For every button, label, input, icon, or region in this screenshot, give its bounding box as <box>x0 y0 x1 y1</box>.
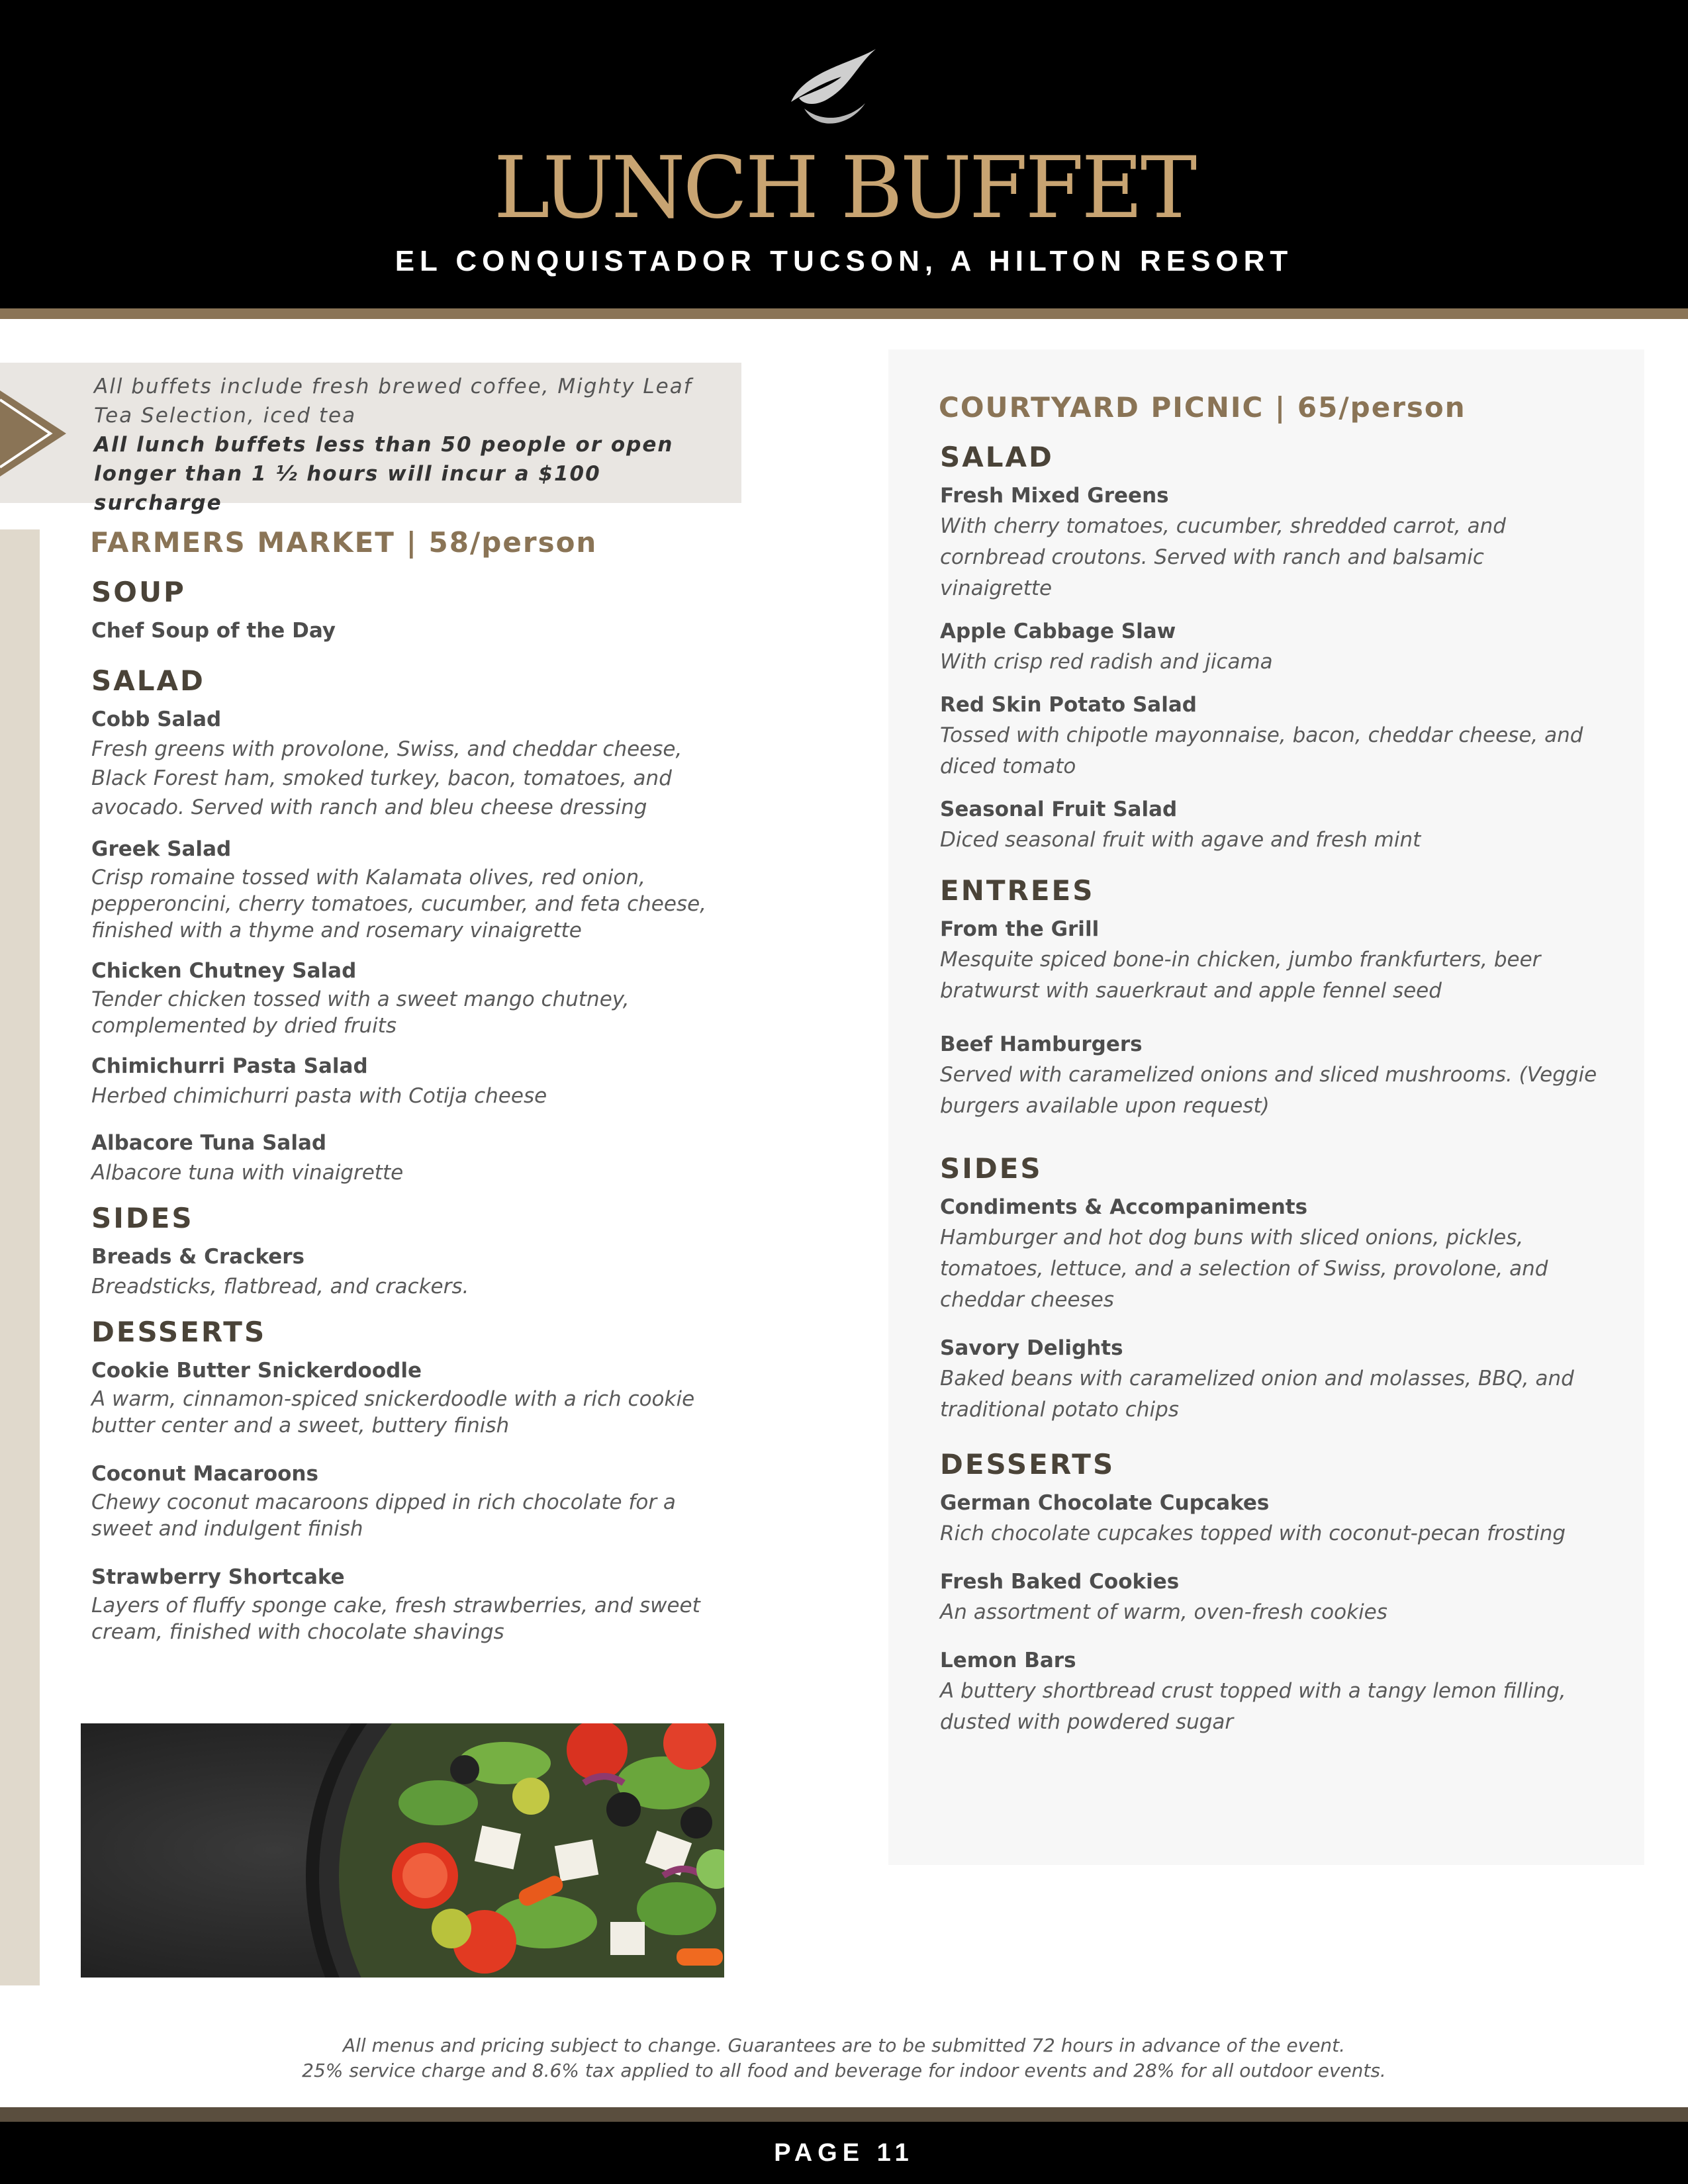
item-name: Greek Salad <box>91 837 232 861</box>
item-name: Red Skin Potato Salad <box>940 693 1197 717</box>
page-header <box>0 0 1688 308</box>
item-description: Mesquite spiced bone-in chicken, jumbo frankfurters, beer bratwurst with sauerkraut and apple fennel seed <box>940 948 1541 1003</box>
section-title-sides: SIDES <box>91 1202 194 1234</box>
item-name: Albacore Tuna Salad <box>91 1131 327 1155</box>
item-name: Breads & Crackers <box>91 1245 305 1269</box>
notice-line-included: All buffets include fresh brewed coffee, Mighty Leaf Tea Selection, iced tea <box>94 375 692 428</box>
item-name: Cobb Salad <box>91 707 222 731</box>
item-description: Breadsticks, flatbread, and crackers. <box>91 1275 469 1298</box>
item-name: Fresh Baked Cookies <box>940 1570 1180 1594</box>
menu-item <box>940 914 1601 1007</box>
farmers-market-menu <box>90 523 739 1657</box>
menu-item <box>91 615 739 646</box>
footer-divider <box>0 2107 1688 2122</box>
item-name: Apple Cabbage Slaw <box>940 619 1176 643</box>
page-number: PAGE 11 <box>774 2139 914 2167</box>
item-name: Chef Soup of the Day <box>91 619 336 643</box>
item-description: Fresh greens with provolone, Swiss, and cheddar cheese, Black Forest ham, smoked turkey, bacon, tomatoes, and avocado. Served with ranch and bleu cheese dressing <box>91 737 682 819</box>
menu-item <box>940 1029 1601 1122</box>
item-name: Strawberry Shortcake <box>91 1565 345 1589</box>
arrow-icon <box>0 390 66 477</box>
menu-item <box>91 1242 739 1301</box>
section-title-soup: SOUP <box>91 576 186 608</box>
item-description: Herbed chimichurri pasta with Cotija cheese <box>91 1084 547 1108</box>
item-name: Fresh Mixed Greens <box>940 484 1169 508</box>
header-divider <box>0 308 1688 319</box>
menu-item <box>91 956 739 1039</box>
item-description: Albacore tuna with vinaigrette <box>91 1161 404 1185</box>
item-name: German Chocolate Cupcakes <box>940 1491 1270 1515</box>
menu-item <box>940 1567 1601 1628</box>
item-description: Baked beans with caramelized onion and molasses, BBQ, and traditional potato chips <box>940 1367 1574 1422</box>
menu-item <box>91 834 739 944</box>
menu-item <box>940 690 1601 782</box>
menu-item <box>91 1355 739 1439</box>
item-description: Served with caramelized onions and sliced mushrooms. (Veggie burgers available upon request) <box>940 1063 1597 1118</box>
menu-item <box>91 1128 739 1187</box>
item-description: With cherry tomatoes, cucumber, shredded carrot, and cornbread croutons. Served with ranch and balsamic vinaigrette <box>940 514 1506 600</box>
menu-item <box>91 1051 739 1111</box>
item-description: Tender chicken tossed with a sweet mango chutney, complemented by dried fruits <box>91 987 630 1038</box>
buffet-notice <box>0 363 741 515</box>
footer-note-line: 25% service charge and 8.6% tax applied to all food and beverage for indoor events and 28% for all outdoor events. <box>302 2060 1386 2081</box>
item-name: Chimichurri Pasta Salad <box>91 1054 368 1078</box>
section-title-entrees: ENTREES <box>940 874 1095 907</box>
item-description: An assortment of warm, oven-fresh cookies <box>940 1600 1387 1624</box>
page-footer <box>0 2122 1688 2184</box>
menu-item <box>91 1562 739 1645</box>
item-description: Diced seasonal fruit with agave and fresh mint <box>940 828 1421 852</box>
section-title-salad: SALAD <box>91 664 205 697</box>
section-title-sides: SIDES <box>940 1152 1043 1185</box>
section-title-salad: SALAD <box>940 441 1054 473</box>
item-name: Savory Delights <box>940 1336 1123 1360</box>
menu-item <box>91 1459 739 1542</box>
item-name: Seasonal Fruit Salad <box>940 797 1178 821</box>
section-title-desserts: DESSERTS <box>91 1316 267 1348</box>
item-name: Lemon Bars <box>940 1649 1076 1672</box>
left-accent-bar <box>0 529 40 1985</box>
item-description: A warm, cinnamon-spiced snickerdoodle with a rich cookie butter center and a sweet, buttery finish <box>91 1387 695 1437</box>
menu-item <box>940 794 1601 856</box>
courtyard-picnic-heading: COURTYARD PICNIC | 65/person <box>939 391 1466 424</box>
menu-item <box>940 1645 1601 1738</box>
page-title: LUNCH BUFFET <box>493 139 1195 238</box>
salad-bowl-illustration <box>81 1723 724 1978</box>
menu-item <box>940 480 1601 604</box>
section-title-desserts: DESSERTS <box>940 1448 1115 1480</box>
menu-item <box>940 1488 1601 1549</box>
item-description: A buttery shortbread crust topped with a tangy lemon filling, dusted with powdered sugar <box>940 1679 1566 1734</box>
item-name: Beef Hamburgers <box>940 1032 1143 1056</box>
farmers-market-heading: FARMERS MARKET | 58/person <box>90 526 598 559</box>
resort-name: EL CONQUISTADOR TUCSON, A HILTON RESORT <box>395 245 1293 277</box>
item-description: Rich chocolate cupcakes topped with coconut-pecan frosting <box>940 1522 1566 1545</box>
menu-item <box>940 1192 1601 1316</box>
menu-item <box>940 616 1601 678</box>
item-description: Crisp romaine tossed with Kalamata olives, red onion, pepperoncini, cherry tomatoes, cucumber, and feta cheese, finished with a thyme and rosemary vinaigrette <box>91 866 707 942</box>
item-description: Layers of fluffy sponge cake, fresh strawberries, and sweet cream, finished with chocolate shavings <box>91 1594 700 1644</box>
item-description: With crisp red radish and jicama <box>940 650 1273 674</box>
item-name: Coconut Macaroons <box>91 1462 318 1486</box>
item-description: Tossed with chipotle mayonnaise, bacon, cheddar cheese, and diced tomato <box>940 723 1583 778</box>
courtyard-picnic-menu <box>939 388 1601 1750</box>
item-description: Hamburger and hot dog buns with sliced onions, pickles, tomatoes, lettuce, and a selection of Swiss, provolone, and cheddar cheeses <box>940 1226 1548 1312</box>
item-name: From the Grill <box>940 917 1100 941</box>
notice-line-surcharge: All lunch buffets less than 50 people or open longer than 1 ½ hours will incur a $100 surcharge <box>94 433 674 515</box>
footer-note-line: All menus and pricing subject to change. Guarantees are to be submitted 72 hours in advance of the event. <box>342 2034 1346 2056</box>
item-description: Chewy coconut macaroons dipped in rich chocolate for a sweet and indulgent finish <box>91 1490 676 1541</box>
item-name: Chicken Chutney Salad <box>91 959 357 983</box>
footer-disclaimer <box>0 2033 1688 2083</box>
item-name: Condiments & Accompaniments <box>940 1195 1308 1219</box>
item-name: Cookie Butter Snickerdoodle <box>91 1359 422 1383</box>
menu-item <box>940 1333 1601 1426</box>
swoosh-e-logo-icon <box>778 45 884 131</box>
greek-salad-photo <box>81 1723 724 1978</box>
menu-item <box>91 704 739 822</box>
